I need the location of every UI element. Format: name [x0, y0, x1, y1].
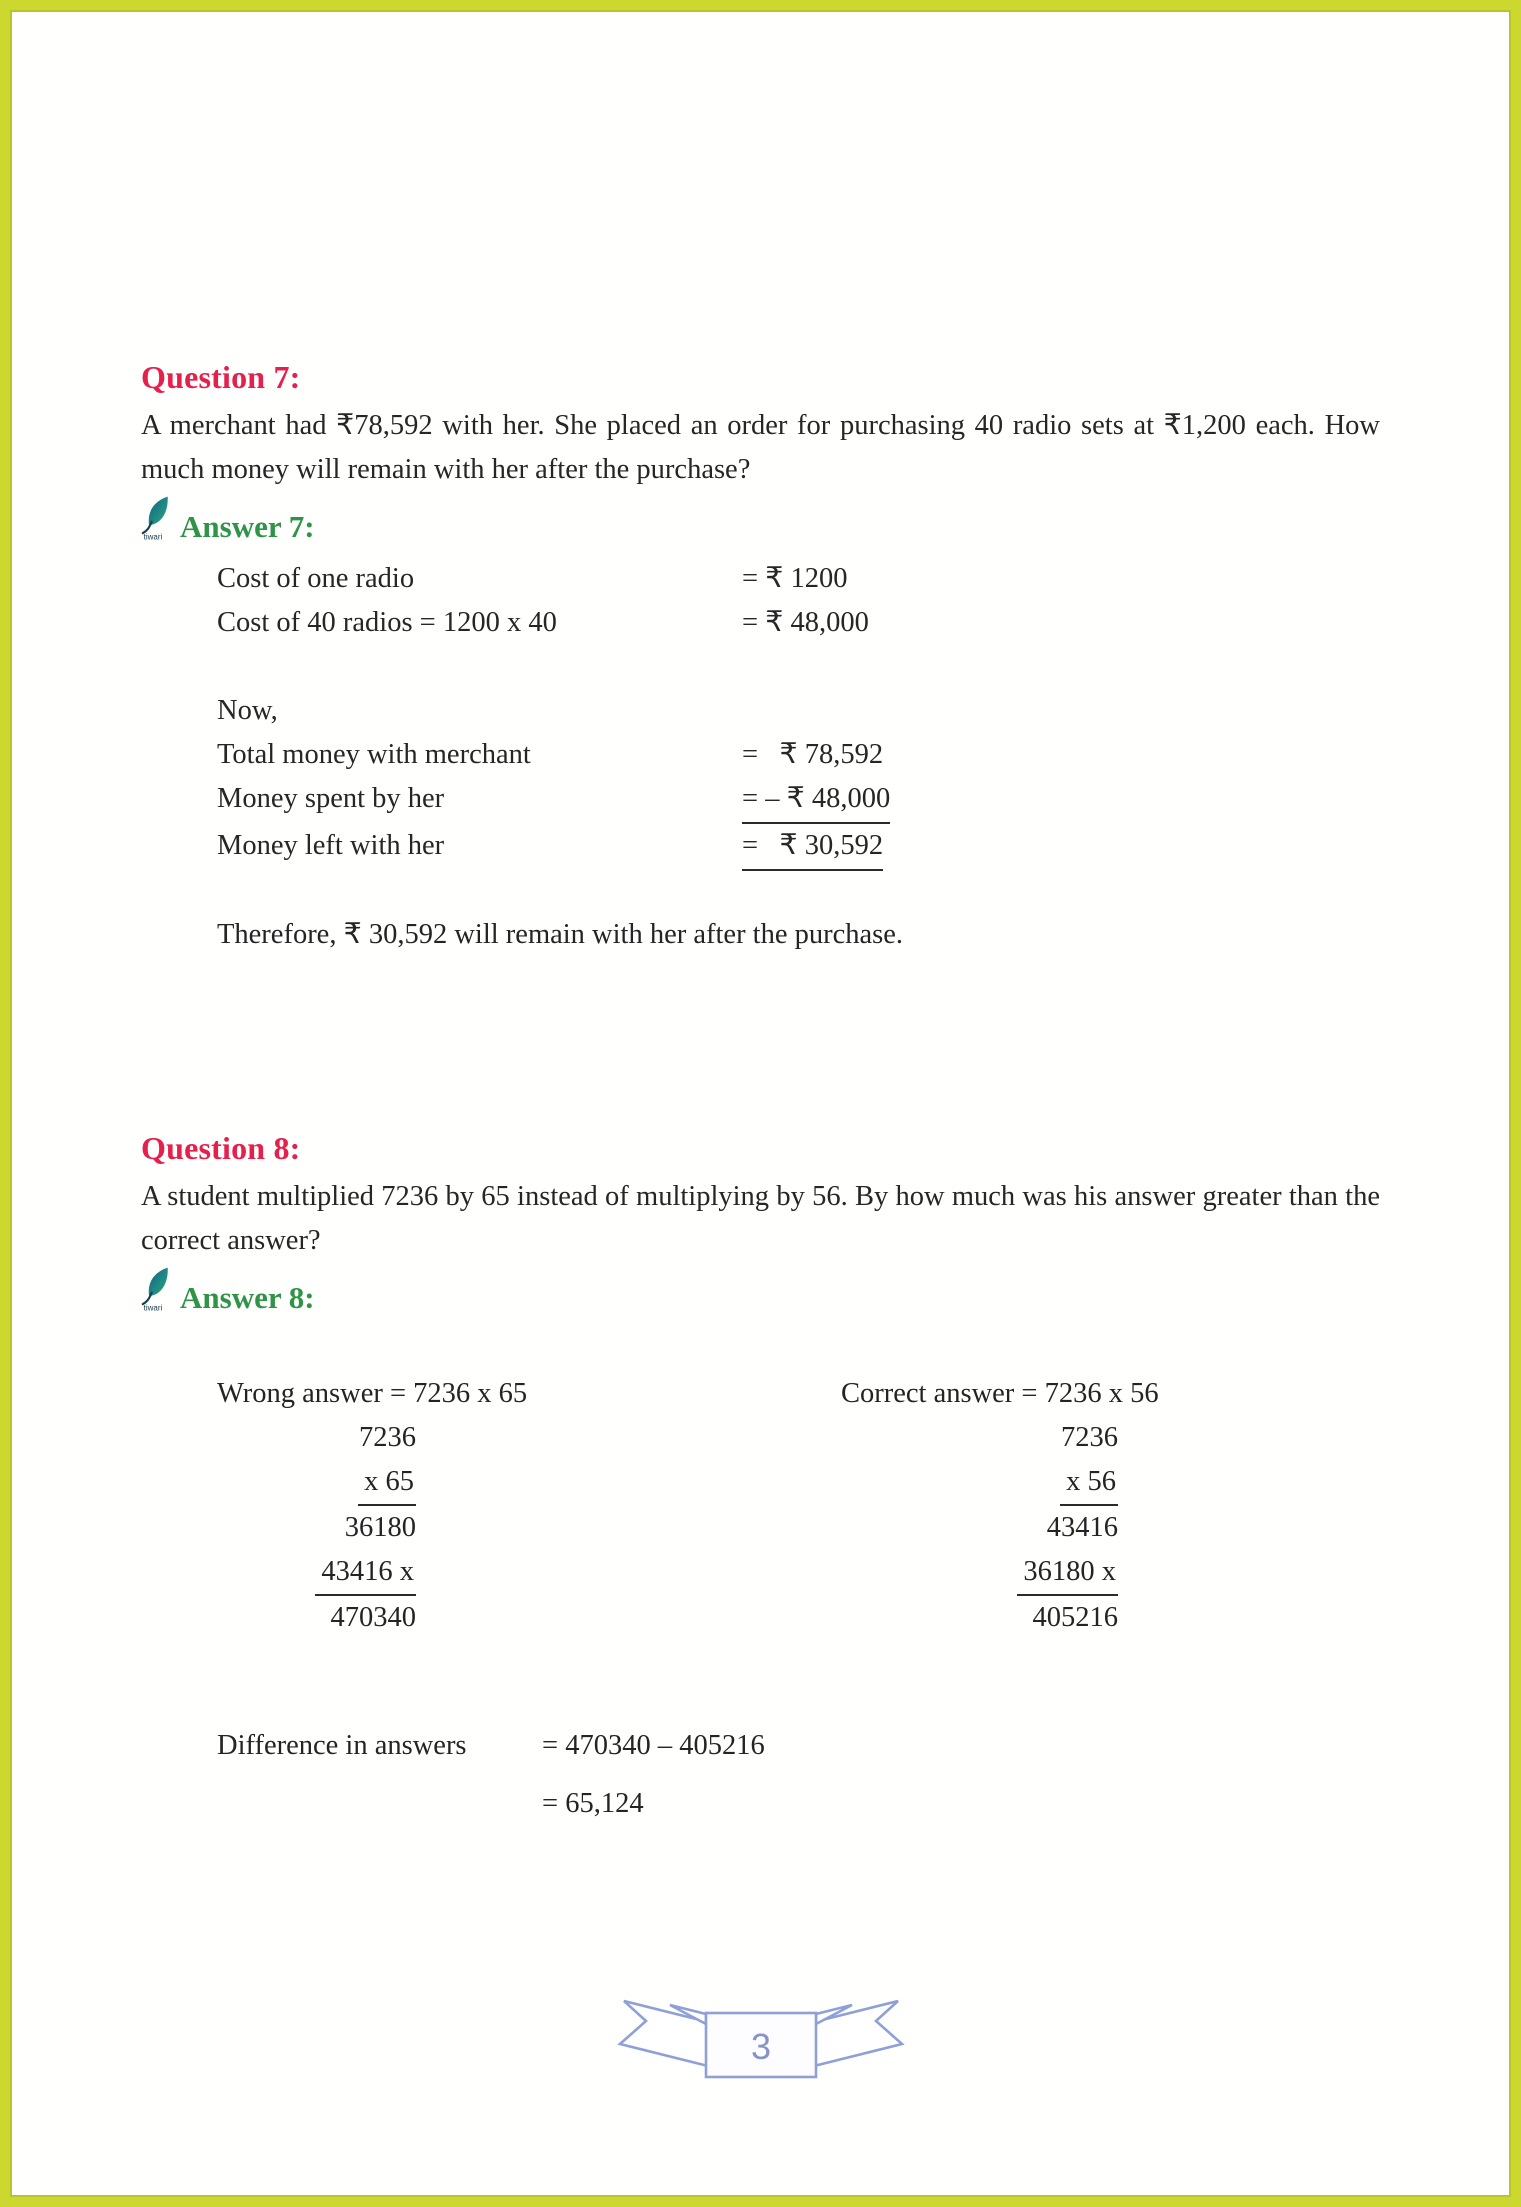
- answer8-heading: Answer 8:: [180, 1280, 315, 1315]
- tiwari-logo-text: tiwari: [143, 1303, 163, 1313]
- work-label: Money left with her: [217, 830, 445, 861]
- question8-text: A student multiplied 7236 by 65 instead of multiplying by 56. By how much was his answer greater than the correct answer?: [141, 1181, 1380, 1256]
- mult-line: 7236: [359, 1422, 416, 1453]
- answer8-working: [217, 1372, 1380, 1640]
- work-row: [217, 777, 1380, 824]
- difference-expression: = 470340 – 405216: [542, 1729, 765, 1761]
- mult-line-underlined: 36180 x: [1017, 1550, 1118, 1597]
- work-value: = ₹ 1200: [742, 563, 848, 594]
- mult-line: 405216: [1032, 1602, 1118, 1633]
- correct-answer-multiplication: [841, 1416, 1118, 1640]
- wrong-answer-column: [217, 1372, 841, 1640]
- mult-line-underlined: 43416 x: [315, 1550, 416, 1597]
- page-number: 3: [750, 2026, 771, 2067]
- question7-text: A merchant had ₹78,592 with her. She placed an order for purchasing 40 radio sets at ₹1,200 each. How much money will remain with her after the purchase?: [141, 410, 1380, 485]
- difference-label: Difference in answers: [217, 1729, 467, 1761]
- work-label: Total money with merchant: [217, 739, 531, 770]
- mult-line: 36180: [344, 1512, 416, 1543]
- tiwari-logo-text: tiwari: [143, 532, 163, 542]
- answer7-working: [217, 557, 1380, 871]
- correct-answer-title: Correct answer = 7236 x 56: [841, 1378, 1159, 1409]
- mult-line-underlined: x 65: [358, 1460, 416, 1507]
- work-row: [217, 733, 1380, 777]
- wrong-answer-multiplication: [217, 1416, 416, 1640]
- difference-section: [217, 1724, 1380, 1826]
- mult-line: 43416: [1046, 1512, 1118, 1543]
- answer7-conclusion: Therefore, ₹ 30,592 will remain with her after the purchase.: [217, 919, 904, 950]
- work-row: [217, 557, 1380, 601]
- wrong-answer-title: Wrong answer = 7236 x 65: [217, 1378, 528, 1409]
- work-row: [217, 824, 1380, 871]
- answer8-header: [141, 1268, 1380, 1318]
- mult-line: 7236: [1061, 1422, 1118, 1453]
- work-value: = ₹ 78,592: [742, 739, 884, 770]
- work-value: = ₹ 48,000: [742, 607, 869, 638]
- tiwari-leaf-logo-icon: [141, 1265, 173, 1318]
- work-row: [217, 601, 1380, 645]
- question8-heading: Question 8:: [141, 1130, 301, 1166]
- now-label: Now,: [217, 695, 278, 726]
- work-value-underlined: = ₹ 30,592: [742, 824, 883, 871]
- page-number-ribbon: [606, 1988, 916, 2103]
- tiwari-leaf-logo-icon: [141, 494, 173, 547]
- work-label: Cost of 40 radios = 1200 x 40: [217, 607, 557, 638]
- correct-answer-column: [841, 1372, 1380, 1640]
- answer7-heading: Answer 7:: [180, 509, 315, 544]
- work-label: Cost of one radio: [217, 563, 415, 594]
- work-label: Money spent by her: [217, 783, 445, 814]
- mult-line: 470340: [330, 1602, 416, 1633]
- work-value-underlined: = – ₹ 48,000: [742, 777, 890, 824]
- mult-line-underlined: x 56: [1060, 1460, 1118, 1507]
- question7-heading: Question 7:: [141, 359, 301, 395]
- answer7-header: [141, 497, 1380, 547]
- difference-result: = 65,124: [542, 1787, 644, 1819]
